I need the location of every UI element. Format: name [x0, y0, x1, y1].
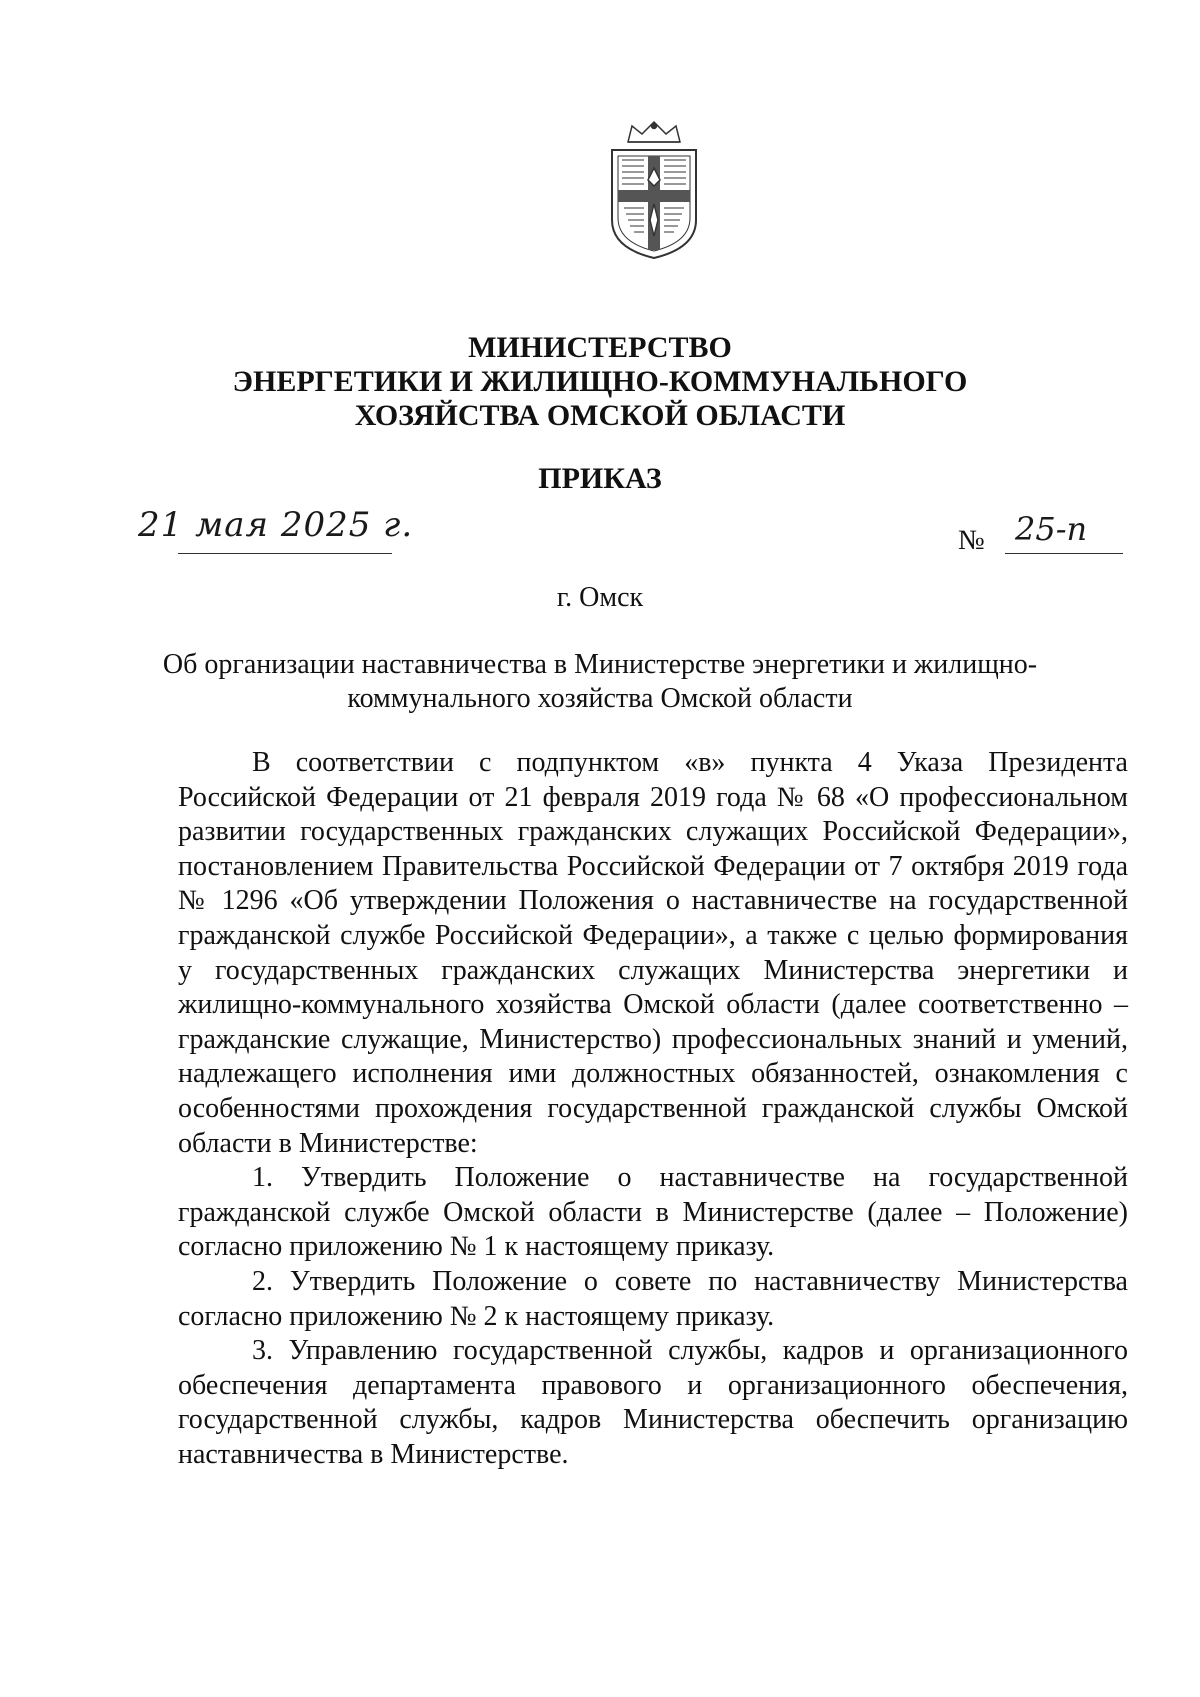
item-paragraph-2: 2. Утвердить Положение о совете по наставничеству Министерства согласно приложению № 2 к настоящему приказу.	[178, 1265, 1128, 1332]
date-underline	[178, 553, 392, 554]
document-type: ПРИКАЗ	[538, 462, 662, 495]
ministry-title-line-3: ХОЗЯЙСТВА ОМСКОЙ ОБЛАСТИ	[354, 399, 846, 432]
preamble-paragraph: В соответствии с подпунктом «в» пункта 4 Указа Президента Российской Федерации от 21 февраля 2019 года № 68 «О профессиональном развитии государственных гражданских служащих Российской Федерации», постановлением Правительства Российской Федерации от 7 октября 2019 года № 1296 «Об утверждении Положения о наставничестве на государственной гражданской службе Российской Федерации», а также с целью формирования у государственных гражданских служащих Министерства энергетики и жилищно-коммунального хозяйства Омской области (далее соответственно – гражданские служащие, Министерство) профессиональных знаний и умений, надлежащего исполнения ими должностных обязанностей, ознакомления с особенностями прохождения государственной гражданской службы Омской области в Министерстве:	[178, 747, 1128, 1159]
item-paragraph-1: 1. Утвердить Положение о наставничестве на государственной гражданской службе Омской области в Министерстве (далее – Положение) согласно приложению № 1 к настоящему приказу.	[178, 1162, 1128, 1263]
city: г. Омск	[556, 582, 644, 613]
document-subject: Об организации наставничества в Министерстве энергетики и жилищно-коммунального хозяйства Омской области	[162, 649, 1038, 714]
handwritten-number: 25-п	[1015, 510, 1088, 548]
coat-of-arms-icon	[598, 120, 710, 262]
handwritten-date: 21 мая 2025 г.	[138, 505, 414, 545]
document-body	[178, 746, 1128, 1472]
item-paragraph-3: 3. Управлению государственной службы, кадров и организационного обеспечения департамента правового и организационного обеспечения, государственной службы, кадров Министерства обеспечить организацию наставничества в Министерстве.	[178, 1335, 1128, 1470]
number-label: №	[958, 525, 985, 556]
ministry-title-line-1: МИНИСТЕРСТВО	[468, 331, 732, 364]
number-underline	[1005, 553, 1123, 554]
ministry-title-line-2: ЭНЕРГЕТИКИ И ЖИЛИЩНО-КОММУНАЛЬНОГО	[232, 365, 968, 398]
